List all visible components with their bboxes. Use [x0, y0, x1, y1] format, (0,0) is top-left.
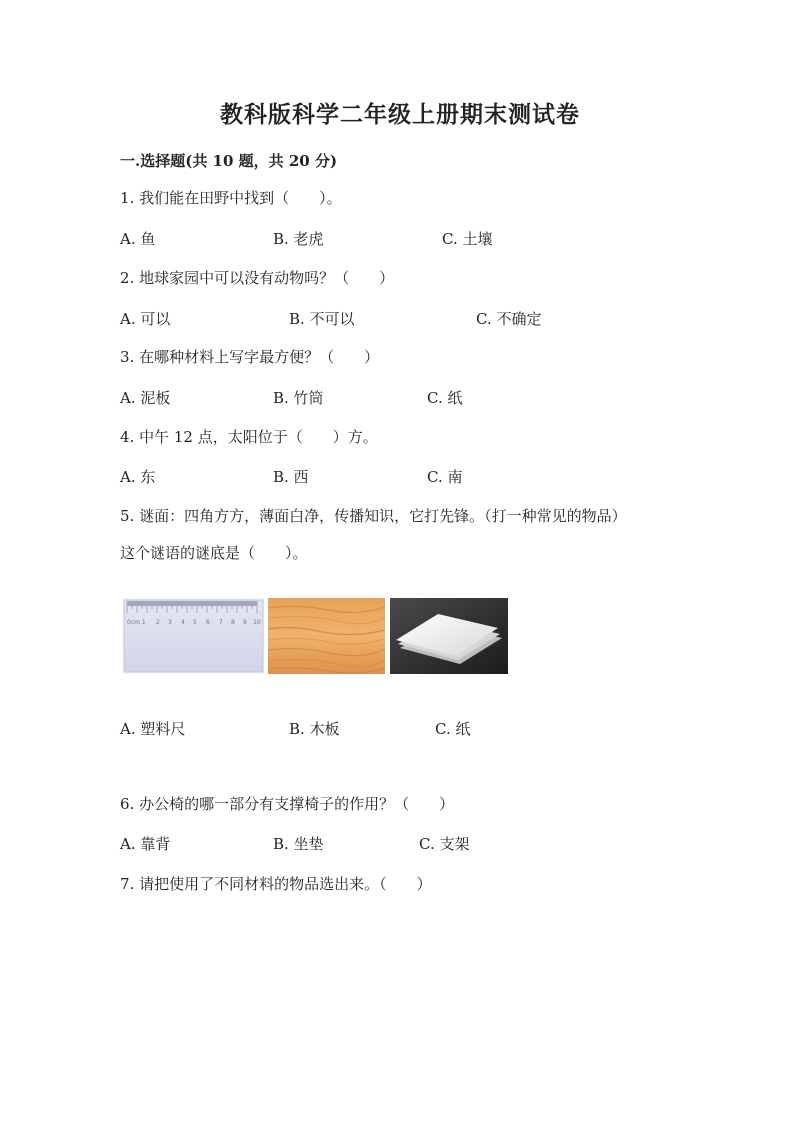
q1-option-a[interactable]: A. 鱼 — [120, 230, 156, 248]
question-6: 6. 办公椅的哪一部分有支撑椅子的作用？（ ） — [120, 795, 455, 813]
section-heading: 一.选择题(共 10 题，共 20 分) — [120, 152, 338, 170]
ruler-label-3: 3 — [168, 619, 172, 626]
page-title: 教科版科学二年级上册期末测试卷 — [220, 101, 580, 128]
ruler-label-5: 5 — [193, 619, 197, 626]
question-4: 4. 中午 12 点，太阳位于（ ）方。 — [120, 428, 378, 446]
q3-option-c[interactable]: C. 纸 — [427, 389, 463, 407]
q5-option-a[interactable]: A. 塑料尺 — [120, 720, 186, 738]
wood-board-image — [268, 598, 385, 674]
ruler-label-4: 4 — [181, 619, 185, 626]
question-5: 5. 谜面：四角方方，薄面白净，传播知识，它打先锋。（打一种常见的物品） — [120, 507, 627, 525]
q1-option-c[interactable]: C. 土壤 — [442, 230, 493, 248]
q2-option-b[interactable]: B. 不可以 — [289, 310, 355, 328]
ruler-label-7: 7 — [219, 619, 223, 626]
question-7: 7. 请把使用了不同材料的物品选出来。（ ） — [120, 875, 432, 893]
q4-option-c[interactable]: C. 南 — [427, 468, 463, 486]
q5-option-b[interactable]: B. 木板 — [289, 720, 340, 738]
q3-option-a[interactable]: A. 泥板 — [120, 389, 171, 407]
q5-option-c[interactable]: C. 纸 — [435, 720, 471, 738]
q4-option-a[interactable]: A. 东 — [120, 468, 156, 486]
question-5-continued: 这个谜语的谜底是（ ）。 — [120, 544, 308, 562]
ruler-label-9: 9 — [243, 619, 247, 626]
q1-option-b[interactable]: B. 老虎 — [273, 230, 324, 248]
q2-option-c[interactable]: C. 不确定 — [476, 310, 542, 328]
question-1: 1. 我们能在田野中找到（ ）。 — [120, 189, 342, 207]
question-3: 3. 在哪种材料上写字最方便？（ ） — [120, 348, 380, 366]
q2-option-a[interactable]: A. 可以 — [120, 310, 171, 328]
ruler-label-10: 10 — [253, 619, 261, 626]
paper-stack-image — [390, 598, 508, 674]
ruler-label-2: 2 — [156, 619, 160, 626]
ruler-image — [123, 598, 264, 674]
ruler-label-0: 0cm 1 — [127, 619, 146, 626]
question-2: 2. 地球家园中可以没有动物吗？（ ） — [120, 269, 395, 287]
ruler-label-8: 8 — [231, 619, 235, 626]
q4-option-b[interactable]: B. 西 — [273, 468, 309, 486]
q6-option-a[interactable]: A. 靠背 — [120, 835, 171, 853]
q6-option-b[interactable]: B. 坐垫 — [273, 835, 324, 853]
ruler-label-6: 6 — [206, 619, 210, 626]
q3-option-b[interactable]: B. 竹筒 — [273, 389, 324, 407]
q6-option-c[interactable]: C. 支架 — [419, 835, 470, 853]
